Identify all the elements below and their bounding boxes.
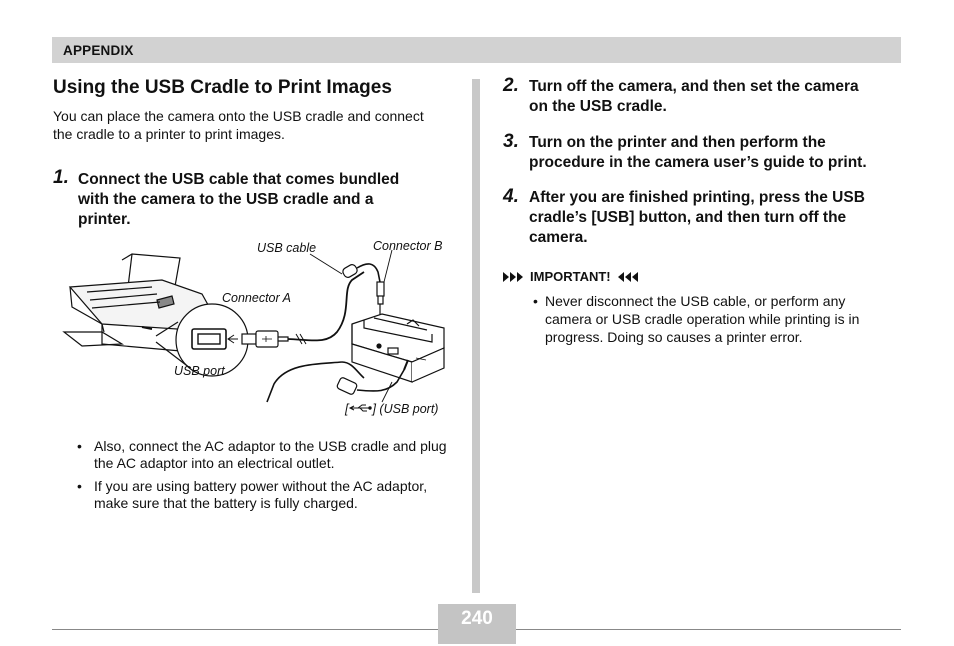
important-note: [533, 292, 893, 346]
step-4-line: camera.: [529, 229, 588, 246]
usb-port-icon-caption: [345, 402, 438, 416]
intro-paragraph: You can place the camera onto the USB cradle and connect the cradle to a printer to print images.: [53, 108, 424, 142]
page-number-box: [438, 604, 516, 644]
important-label: IMPORTANT!: [530, 269, 611, 284]
connector-b-plug: [377, 282, 384, 318]
step-2-text: [529, 77, 909, 117]
step-number-1: 1.: [53, 167, 69, 188]
step-number-2: 2.: [503, 75, 519, 96]
bullet-marker: •: [77, 478, 82, 494]
important-note-text: Never disconnect the USB cable, or perform any camera or USB cradle operation while printing is in progress. Doing so causes a printer error.: [545, 293, 860, 345]
bullet-marker: •: [533, 293, 538, 309]
step-1-text: [78, 170, 458, 230]
bullet-marker: •: [77, 438, 82, 454]
section-header-bar: [52, 37, 901, 63]
usb-connection-diagram: [52, 232, 452, 437]
caption-bracket-open: [: [345, 402, 349, 416]
page-title: Using the USB Cradle to Print Images: [53, 77, 392, 98]
step-3-text: [529, 133, 909, 173]
step-2-line: Turn off the camera, and then set the camera: [529, 78, 859, 95]
ac-adaptor-cable: [267, 362, 342, 402]
caption-text: ] (USB port): [372, 402, 439, 416]
arrows-left-icon: [616, 271, 638, 283]
arrows-right-icon: [503, 271, 525, 283]
usb-symbol-icon: [348, 403, 372, 413]
section-label: APPENDIX: [63, 43, 134, 58]
usb-cradle-illustration: [352, 314, 444, 382]
step-number-3: 3.: [503, 131, 519, 152]
connector-a-label: Connector A: [222, 291, 292, 305]
list-item-text: Also, connect the AC adaptor to the USB cradle and plug the AC adaptor into an electrical outlet.: [94, 438, 447, 471]
notes-list: [76, 438, 456, 518]
step-4-text: [529, 188, 909, 248]
step-4-line: After you are finished printing, press the USB: [529, 189, 865, 206]
step-3-line: Turn on the printer and then perform the: [529, 134, 826, 151]
connector-b-label: Connector B: [373, 239, 443, 253]
list-item-text: If you are using battery power without the AC adaptor, make sure that the battery is fully charged.: [94, 478, 428, 511]
list-item: [76, 478, 456, 512]
page-number: 240: [461, 608, 493, 629]
list-item: [76, 438, 456, 472]
step-number-4: 4.: [503, 186, 519, 207]
usb-cable-label: USB cable: [257, 241, 317, 255]
usb-port-label: USB port: [174, 364, 225, 378]
step-3-line: procedure in the camera user’s guide to print.: [529, 154, 867, 171]
column-divider: [472, 79, 480, 593]
step-1-line: with the camera to the USB cradle and a: [78, 191, 374, 208]
important-heading: [503, 269, 638, 284]
step-1-line: printer.: [78, 211, 131, 228]
step-4-line: cradle’s [USB] button, and then turn off the: [529, 209, 847, 226]
step-2-line: on the USB cradle.: [529, 98, 667, 115]
step-1-line: Connect the USB cable that comes bundled: [78, 171, 400, 188]
